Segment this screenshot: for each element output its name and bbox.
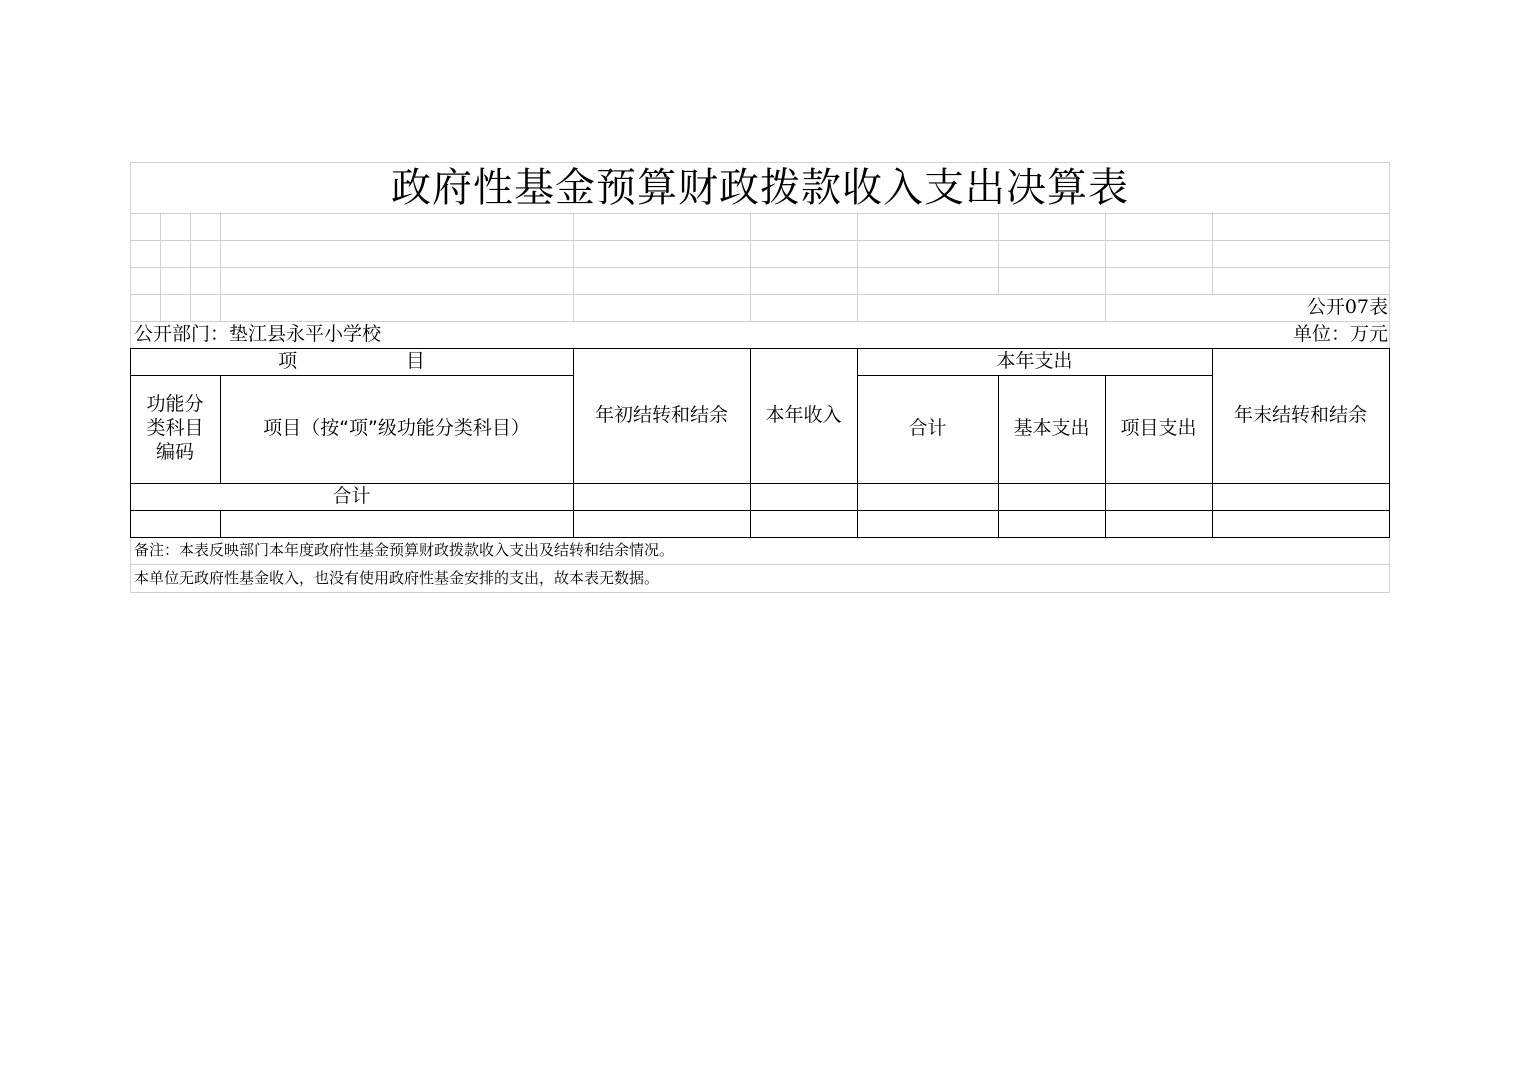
header-opening-balance: 年初结转和结余 — [594, 403, 728, 426]
gridline — [998, 213, 999, 294]
unit-label: 单位：万元 — [1292, 322, 1388, 345]
gridline — [750, 213, 751, 321]
gridline — [130, 294, 1390, 295]
gridline — [1105, 213, 1106, 321]
table-border — [220, 510, 221, 537]
gridline — [1212, 213, 1213, 294]
header-current-income: 本年收入 — [765, 403, 842, 426]
header-func-code: 功能分类科目编码 — [146, 393, 204, 463]
gridline — [220, 213, 221, 321]
gridline — [130, 213, 1390, 214]
gridline — [130, 240, 1390, 241]
header-total: 合计 — [908, 417, 947, 440]
gridline — [160, 213, 161, 321]
header-current-expense: 本年支出 — [996, 349, 1073, 372]
header-basic-expense: 基本支出 — [1013, 417, 1090, 440]
gridline — [130, 267, 1390, 268]
gridline — [130, 592, 1390, 593]
table-border — [130, 510, 1390, 511]
header-project-expense: 项目支出 — [1120, 417, 1197, 440]
form-code: 公开07表 — [1306, 295, 1388, 318]
table-border — [1389, 348, 1390, 537]
spreadsheet — [130, 162, 1390, 593]
gridline — [857, 213, 858, 321]
note-line: 本单位无政府性基金收入，也没有使用政府性基金安排的支出，故本表无数据。 — [134, 568, 660, 587]
department-label: 公开部门：垫江县永平小学校 — [134, 322, 382, 345]
page-title: 政府性基金预算财政拨款收入支出决算表 — [391, 164, 1129, 211]
header-closing-balance: 年末结转和结余 — [1233, 403, 1367, 426]
gridline — [573, 213, 574, 321]
row-total-label: 合计 — [332, 484, 371, 507]
header-item-name: 项目（按“项”级功能分类科目） — [263, 417, 530, 440]
gridline — [190, 213, 191, 321]
header-item-group: 项 目 — [278, 349, 425, 372]
note-line: 备注：本表反映部门本年度政府性基金预算财政拨款收入支出及结转和结余情况。 — [134, 541, 675, 560]
